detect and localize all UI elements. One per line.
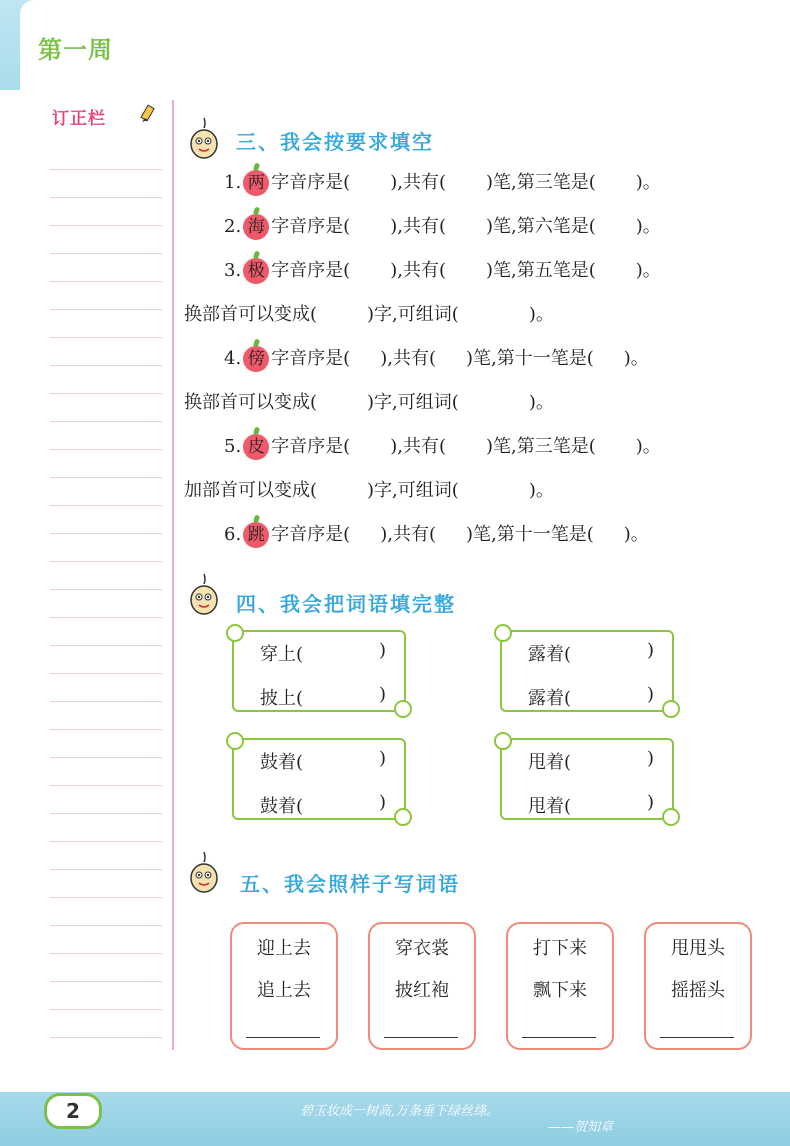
word-scroll-4 <box>500 738 674 820</box>
question-number: 1. <box>224 172 242 193</box>
q-text: )笔,第六笔是( <box>486 216 596 237</box>
q-text: )。 <box>528 392 554 413</box>
question-4 <box>224 344 649 372</box>
page-header <box>0 0 790 90</box>
header-paper <box>20 0 790 90</box>
q-text: )笔,第三笔是( <box>486 436 596 457</box>
q-text: )字,可组词( <box>367 392 459 413</box>
apple-char: 两 <box>243 170 269 196</box>
margin-divider <box>172 100 174 1050</box>
question-5 <box>224 432 661 460</box>
q-text: 字音序是( <box>271 348 351 369</box>
q-text: )字,可组词( <box>367 480 459 501</box>
answer-blank <box>246 1037 320 1038</box>
answer-blank <box>660 1037 734 1038</box>
word-card-1 <box>230 922 338 1050</box>
scroll-word: 穿上( <box>260 644 304 665</box>
example-word: 迎上去 <box>257 938 311 959</box>
question-number: 4. <box>224 348 242 369</box>
question-3-extra <box>184 300 554 326</box>
apple-char: 跳 <box>243 522 269 548</box>
apple-char: 极 <box>243 258 269 284</box>
q-text: )笔,第三笔是( <box>486 172 596 193</box>
word-card-2 <box>368 922 476 1050</box>
question-6 <box>224 520 649 548</box>
q-text: 字音序是( <box>271 216 351 237</box>
scroll-close: ) <box>646 748 654 769</box>
q-text: ),共有( <box>390 260 446 281</box>
apple-char: 海 <box>243 214 269 240</box>
example-word: 追上去 <box>257 980 311 1001</box>
example-word: 打下来 <box>533 938 587 959</box>
example-word: 甩甩头 <box>671 938 725 959</box>
q-text: )。 <box>635 260 661 281</box>
scroll-close: ) <box>378 792 386 813</box>
scroll-close: ) <box>378 748 386 769</box>
question-4-extra <box>184 388 554 414</box>
scroll-word: 露着( <box>528 644 572 665</box>
q-text: ),共有( <box>390 436 446 457</box>
answer-blank <box>522 1037 596 1038</box>
q-text: )。 <box>528 304 554 325</box>
example-word: 穿衣裳 <box>395 938 449 959</box>
mascot-icon <box>186 850 222 894</box>
footer-quote: 碧玉妆成一树高,万条垂下绿丝绦。 <box>300 1104 500 1119</box>
q-text: 字音序是( <box>271 436 351 457</box>
q-text: )字,可组词( <box>367 304 459 325</box>
q-text: 换部首可以变成( <box>184 304 318 325</box>
q-text: )笔,第十一笔是( <box>466 348 594 369</box>
correction-lines <box>50 142 162 1042</box>
q-text: 字音序是( <box>271 260 351 281</box>
question-number: 5. <box>224 436 242 457</box>
word-card-3 <box>506 922 614 1050</box>
mascot-icon <box>186 572 222 616</box>
answer-blank <box>384 1037 458 1038</box>
section-4-title: 四、我会把词语填完整 <box>236 592 456 616</box>
q-text: )笔,第十一笔是( <box>466 524 594 545</box>
apple-char: 傍 <box>243 346 269 372</box>
question-5-extra <box>184 476 554 502</box>
pencil-icon <box>136 104 158 126</box>
apple-char: 皮 <box>243 434 269 460</box>
example-word: 摇摇头 <box>671 980 725 1001</box>
q-text: )。 <box>635 436 661 457</box>
scroll-close: ) <box>378 640 386 661</box>
q-text: )。 <box>635 172 661 193</box>
q-text: 字音序是( <box>271 172 351 193</box>
scroll-word: 鼓着( <box>260 796 304 817</box>
scroll-word: 甩着( <box>528 796 572 817</box>
section-5-title: 五、我会照样子写词语 <box>240 872 460 896</box>
q-text: 加部首可以变成( <box>184 480 318 501</box>
word-scroll-2 <box>500 630 674 712</box>
scroll-word: 鼓着( <box>260 752 304 773</box>
q-text: 字音序是( <box>271 524 351 545</box>
question-number: 6. <box>224 524 242 545</box>
scroll-word: 披上( <box>260 688 304 709</box>
scroll-word: 露着( <box>528 688 572 709</box>
correction-column-label: 订正栏 <box>52 109 106 129</box>
scroll-close: ) <box>646 640 654 661</box>
question-1 <box>224 168 661 196</box>
q-text: )。 <box>623 524 649 545</box>
footer-quote-author: ——贺知章 <box>548 1120 614 1135</box>
section-3-title: 三、我会按要求填空 <box>236 130 434 154</box>
example-word: 飘下来 <box>533 980 587 1001</box>
q-text: )。 <box>623 348 649 369</box>
q-text: 换部首可以变成( <box>184 392 318 413</box>
question-number: 3. <box>224 260 242 281</box>
question-2 <box>224 212 661 240</box>
word-scroll-1 <box>232 630 406 712</box>
q-text: )笔,第五笔是( <box>486 260 596 281</box>
question-3 <box>224 256 661 284</box>
q-text: )。 <box>635 216 661 237</box>
week-title: 第一周 <box>38 36 113 64</box>
q-text: ),共有( <box>380 348 436 369</box>
mascot-icon <box>186 116 222 160</box>
scroll-word: 甩着( <box>528 752 572 773</box>
word-scroll-3 <box>232 738 406 820</box>
q-text: ),共有( <box>390 172 446 193</box>
q-text: ),共有( <box>380 524 436 545</box>
scroll-close: ) <box>378 684 386 705</box>
example-word: 披红袍 <box>395 980 449 1001</box>
scroll-close: ) <box>646 684 654 705</box>
word-card-4 <box>644 922 752 1050</box>
scroll-close: ) <box>646 792 654 813</box>
question-number: 2. <box>224 216 242 237</box>
q-text: ),共有( <box>390 216 446 237</box>
page-number: 2 <box>44 1093 102 1129</box>
q-text: )。 <box>528 480 554 501</box>
